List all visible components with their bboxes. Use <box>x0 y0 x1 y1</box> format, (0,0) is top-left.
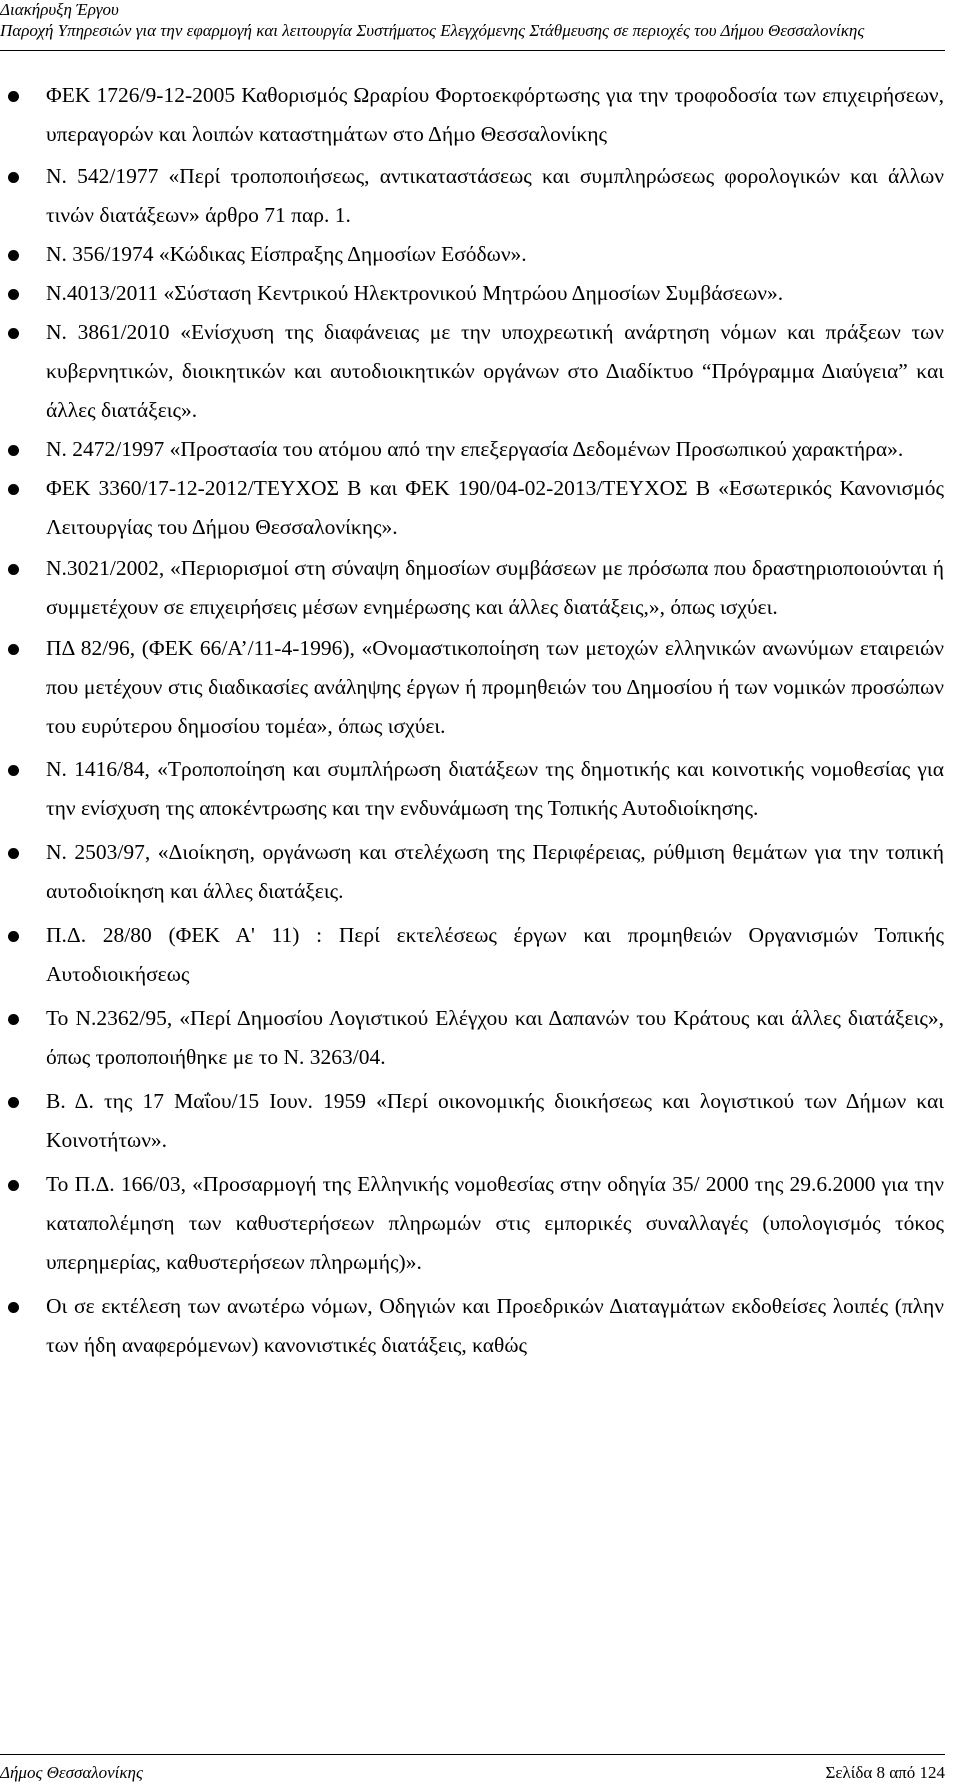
header-title: Διακήρυξη Έργου <box>0 0 119 19</box>
list-item <box>0 999 944 1077</box>
list-item <box>0 549 944 627</box>
list-item <box>0 469 944 547</box>
bullet-icon <box>8 1014 19 1025</box>
bullet-icon <box>8 931 19 942</box>
list-item <box>0 629 944 746</box>
list-item <box>0 1082 944 1160</box>
list-item-text: ΦΕΚ 3360/17-12-2012/ΤΕΥΧΟΣ Β και ΦΕΚ 190/04-02-2013/ΤΕΥΧΟΣ Β «Εσωτερικός Κανονισμός Λειτουργίας του Δήμου Θεσσαλονίκης». <box>46 476 944 539</box>
page-footer <box>0 1754 945 1789</box>
bullet-icon <box>8 250 19 261</box>
bullet-icon <box>8 289 19 300</box>
bullet-icon <box>8 765 19 776</box>
list-item <box>0 916 944 994</box>
list-item-text: Ν.3021/2002, «Περιορισμοί στη σύναψη δημοσίων συμβάσεων με πρόσωπα που δραστηριοποιούνται ή συμμετέχουν σε επιχειρήσεις μέσων ενημέρωσης και άλλες διατάξεις,», όπως ισχύει. <box>46 556 944 619</box>
list-item <box>0 430 944 469</box>
bullet-icon <box>8 91 19 102</box>
list-item-text: ΠΔ 82/96, (ΦΕΚ 66/Α’/11-4-1996), «Ονομαστικοποίηση των μετοχών ελληνικών ανωνύμων εταιρειών που μετέχουν στις διαδικασίες ανάληψης έργων ή προμηθειών του Δημοσίου ή των νομικών προσώπων του ευρύτερου δημοσίου τομέα», όπως ισχύει. <box>46 636 944 738</box>
bullet-icon <box>8 484 19 495</box>
list-item-text: Ν. 542/1977 «Περί τροποποιήσεως, αντικαταστάσεως και συμπληρώσεως φορολογικών και άλλων τινών διατάξεων» άρθρο 71 παρ. 1. <box>46 164 944 227</box>
bullet-icon <box>8 848 19 859</box>
bullet-icon <box>8 644 19 655</box>
bullet-icon <box>8 445 19 456</box>
list-item-text: Ν. 2472/1997 «Προστασία του ατόμου από την επεξεργασία Δεδομένων Προσωπικού χαρακτήρα». <box>46 437 904 461</box>
list-item <box>0 235 944 274</box>
list-item-text: Ν. 1416/84, «Τροποποίηση και συμπλήρωση διατάξεων της δημοτικής και κοινοτικής νομοθεσίας για την ενίσχυση της αποκέντρωσης και την ενδυνάμωση της Τοπικής Αυτοδιοίκησης. <box>46 757 944 820</box>
list-item-text: Οι σε εκτέλεση των ανωτέρω νόμων, Οδηγιών και Προεδρικών Διαταγμάτων εκδοθείσες λοιπές (πλην των ήδη αναφερόμενων) κανονιστικές διατάξεις, καθώς <box>46 1294 944 1357</box>
list-item <box>0 1287 944 1365</box>
bullet-icon <box>8 328 19 339</box>
list-item <box>0 833 944 911</box>
list-item <box>0 274 944 313</box>
list-item <box>0 313 944 430</box>
bullet-icon <box>8 1097 19 1108</box>
footer-organization: Δήμος Θεσσαλονίκης <box>0 1763 143 1782</box>
list-item-text: Π.Δ. 28/80 (ΦΕΚ Α' 11) : Περί εκτελέσεως έργων και προμηθειών Οργανισμών Τοπικής Αυτοδιοικήσεως <box>46 923 944 986</box>
page-header <box>0 0 945 51</box>
list-item <box>0 1165 944 1282</box>
footer-page-number: Σελίδα 8 από 124 <box>825 1763 945 1782</box>
list-item-text: Το Π.Δ. 166/03, «Προσαρμογή της Ελληνικής νομοθεσίας στην οδηγία 35/ 2000 της 29.6.2000 για την καταπολέμηση των καθυστερήσεων πληρωμών στις εμπορικές συναλλαγές (υπολογισμός τόκος υπερημερίας, καθυστερήσεων πληρωμής)». <box>46 1172 944 1274</box>
list-item-text: Ν. 3861/2010 «Ενίσχυση της διαφάνειας με την υποχρεωτική ανάρτηση νόμων και πράξεων των κυβερνητικών, διοικητικών και αυτοδιοικητικών οργάνων στο Διαδίκτυο “Πρόγραμμα Διαύγεια” και άλλες διατάξεις». <box>46 320 944 422</box>
bullet-icon <box>8 564 19 575</box>
list-item <box>0 76 944 154</box>
list-item-text: Ν.4013/2011 «Σύσταση Κεντρικού Ηλεκτρονικού Μητρώου Δημοσίων Συμβάσεων». <box>46 281 784 305</box>
list-item-text: Το Ν.2362/95, «Περί Δημοσίου Λογιστικού Ελέγχου και Δαπανών του Κράτους και άλλες διατάξεις», όπως τροποποιήθηκε με το Ν. 3263/04. <box>46 1006 944 1069</box>
list-item-text: Β. Δ. της 17 Μαΐου/15 Ιουν. 1959 «Περί οικονομικής διοικήσεως και λογιστικού των Δήμων και Κοινοτήτων». <box>46 1089 944 1152</box>
list-item-text: Ν. 2503/97, «Διοίκηση, οργάνωση και στελέχωση της Περιφέρειας, ρύθμιση θεμάτων για την τοπική αυτοδιοίκηση και άλλες διατάξεις. <box>46 840 944 903</box>
bullet-icon <box>8 1302 19 1313</box>
header-subtitle: Παροχή Υπηρεσιών για την εφαρμογή και λειτουργία Συστήματος Ελεγχόμενης Στάθμευσης σε περιοχές του Δήμου Θεσσαλονίκης <box>0 21 865 40</box>
list-item-text: Ν. 356/1974 «Κώδικας Είσπραξης Δημοσίων Εσόδων». <box>46 242 527 266</box>
list-item <box>0 750 944 828</box>
bullet-icon <box>8 1180 19 1191</box>
list-item-text: ΦΕΚ 1726/9-12-2005 Καθορισμός Ωραρίου Φορτοεκφόρτωσης για την τροφοδοσία των επιχειρήσεων, υπεραγορών και λοιπών καταστημάτων στο Δήμο Θεσσαλονίκης <box>46 83 944 146</box>
legislation-list <box>0 76 960 1365</box>
list-item <box>0 157 944 235</box>
bullet-icon <box>8 172 19 183</box>
